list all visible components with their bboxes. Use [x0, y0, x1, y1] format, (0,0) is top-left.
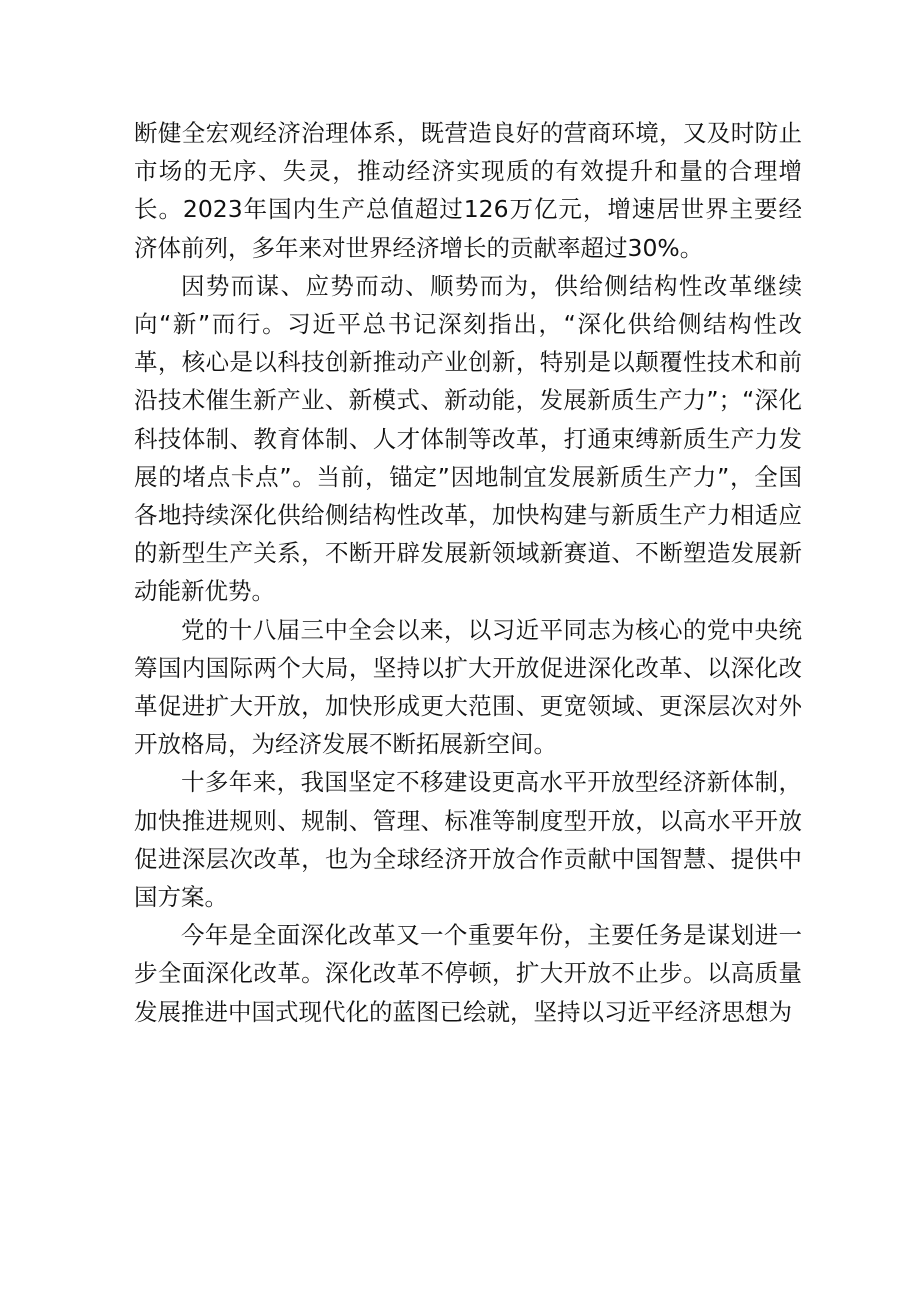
document-body	[134, 114, 802, 1031]
paragraph-4: 十多年来，我国坚定不移建设更高水平开放型经济新体制，加快推进规则、规制、管理、标准等制度型开放，以高水平开放促进深层次改革，也为全球经济开放合作贡献中国智慧、提供中国方案。	[134, 768, 802, 912]
paragraph-5: 今年是全面深化改革又一个重要年份，主要任务是谋划进一步全面深化改革。深化改革不停顿，扩大开放不止步。以高质量发展推进中国式现代化的蓝图已绘就，坚持以习近平经济思想为	[134, 921, 802, 1026]
paragraph-1: 断健全宏观经济治理体系，既营造良好的营商环境，又及时防止市场的无序、失灵，推动经济实现质的有效提升和量的合理增长。2023年国内生产总值超过126万亿元，增速居世界主要经济体前列，多年来对世界经济增长的贡献率超过30%。	[134, 119, 802, 262]
paragraph-3: 党的十八届三中全会以来，以习近平同志为核心的党中央统筹国内国际两个大局，坚持以扩大开放促进深化改革、以深化改革促进扩大开放，加快形成更大范围、更宽领域、更深层次对外开放格局，为经济发展不断拓展新空间。	[134, 615, 802, 759]
paragraph-2: 因势而谋、应势而动、顺势而为，供给侧结构性改革继续向“新”而行。习近平总书记深刻指出，“深化供给侧结构性改革，核心是以科技创新推动产业创新，特别是以颠覆性技术和前沿技术催生新产业、新模式、新动能，发展新质生产力”；“深化科技体制、教育体制、人才体制等改革，打通束缚新质生产力发展的堵点卡点”。当前，锚定”因地制宜发展新质生产力”，全国各地持续深化供给侧结构性改革，加快构建与新质生产力相适应的新型生产关系，不断开辟发展新领域新赛道、不断塑造发展新动能新优势。	[134, 271, 802, 606]
